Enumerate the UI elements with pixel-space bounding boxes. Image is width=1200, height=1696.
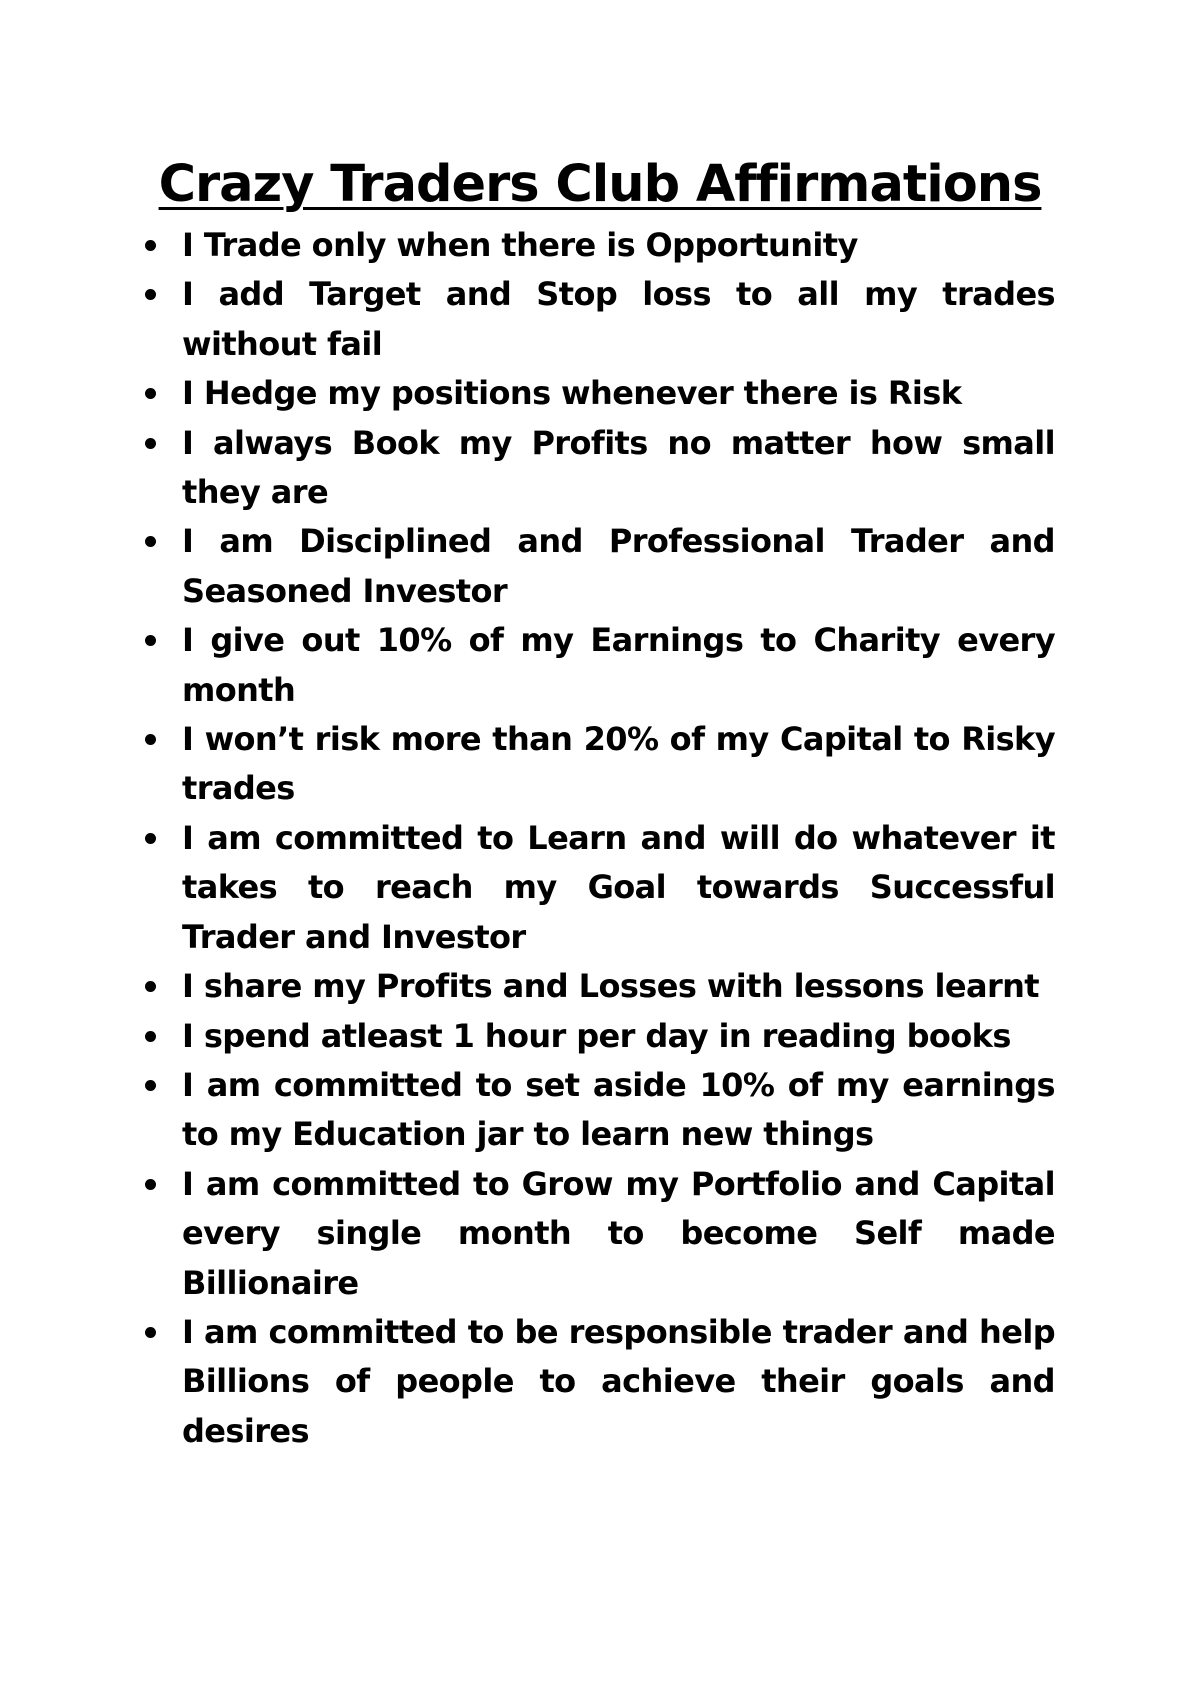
list-item-text: I am committed to be responsible trader and help Billions of people to achieve their goals and desires bbox=[182, 1312, 1055, 1450]
list-item bbox=[140, 419, 1055, 518]
list-item bbox=[140, 1160, 1055, 1308]
list-item bbox=[140, 814, 1055, 962]
bullet-icon bbox=[145, 734, 156, 745]
bullet-icon bbox=[145, 388, 156, 399]
list-item-text: I won’t risk more than 20% of my Capital to Risky trades bbox=[182, 720, 1055, 808]
bullet-icon bbox=[145, 1031, 156, 1042]
list-item bbox=[140, 1308, 1055, 1456]
list-item-text: I always Book my Profits no matter how small they are bbox=[182, 423, 1055, 512]
list-item bbox=[140, 270, 1055, 369]
list-item bbox=[140, 1061, 1055, 1160]
page-title: Crazy Traders Club Affirmations bbox=[158, 155, 1042, 214]
list-item-text: I share my Profits and Losses with lessons learnt bbox=[182, 967, 1040, 1006]
list-item-text: I give out 10% of my Earnings to Charity every month bbox=[182, 621, 1055, 709]
list-item-text: I spend atleast 1 hour per day in reading books bbox=[182, 1016, 1011, 1055]
list-item-text: I add Target and Stop loss to all my trades without fail bbox=[182, 275, 1055, 363]
affirmations-list bbox=[140, 221, 1055, 1456]
list-item-text: I Trade only when there is Opportunity bbox=[182, 226, 858, 264]
bullet-icon bbox=[145, 289, 156, 300]
list-item bbox=[140, 715, 1055, 814]
bullet-icon bbox=[145, 833, 156, 844]
bullet-icon bbox=[145, 536, 156, 547]
bullet-icon bbox=[145, 240, 156, 251]
list-item bbox=[140, 616, 1055, 715]
bullet-icon bbox=[145, 635, 156, 646]
bullet-icon bbox=[145, 1179, 156, 1190]
list-item-text: I am Disciplined and Professional Trader and Seasoned Investor bbox=[182, 522, 1055, 610]
bullet-icon bbox=[145, 1327, 156, 1338]
bullet-icon bbox=[145, 1080, 156, 1091]
list-item bbox=[140, 962, 1055, 1011]
bullet-icon bbox=[145, 981, 156, 992]
list-item-text: I Hedge my positions whenever there is Risk bbox=[182, 374, 962, 413]
bullet-icon bbox=[145, 438, 156, 449]
list-item bbox=[140, 369, 1055, 418]
list-item-text: I am committed to set aside 10% of my earnings to my Education jar to learn new things bbox=[182, 1065, 1055, 1154]
list-item bbox=[140, 1012, 1055, 1061]
list-item-text: I am committed to Learn and will do whatever it takes to reach my Goal towards Successful Trader and Investor bbox=[182, 818, 1055, 956]
list-item-text: I am committed to Grow my Portfolio and Capital every single month to become Self made Billionaire bbox=[182, 1164, 1055, 1302]
list-item bbox=[140, 221, 1055, 270]
list-item bbox=[140, 517, 1055, 616]
